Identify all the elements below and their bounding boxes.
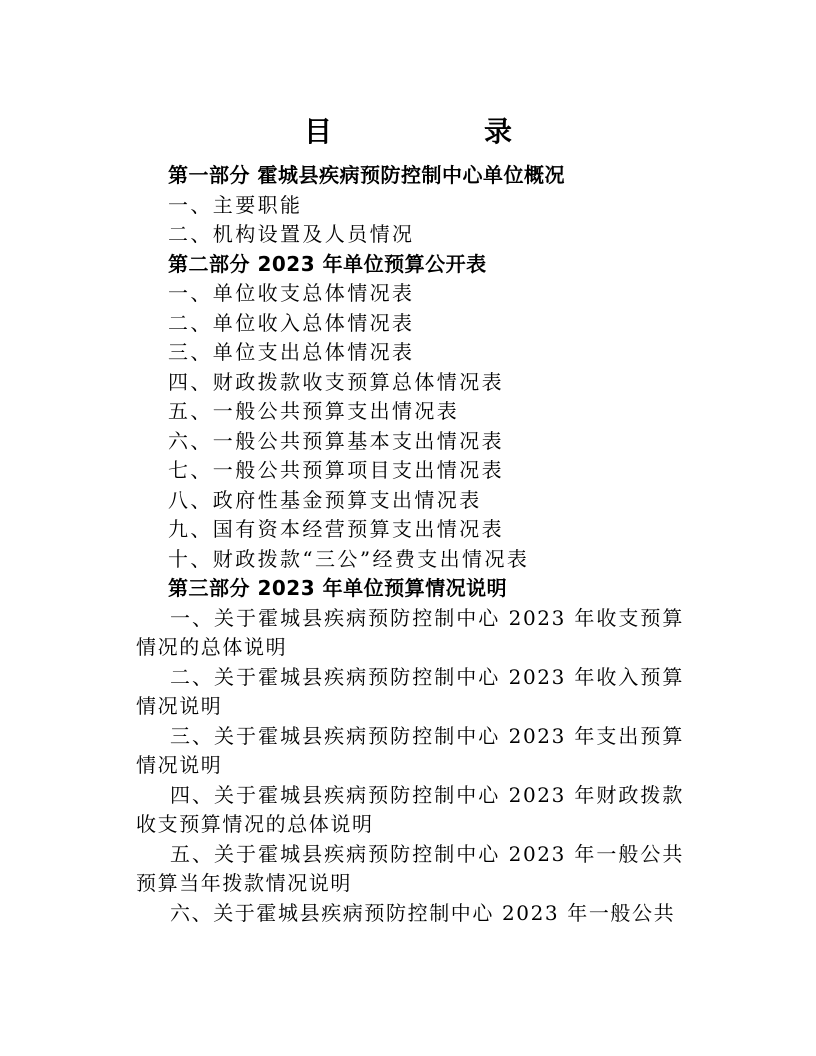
toc-title: 目 录 xyxy=(303,115,574,148)
toc-entry: 二、单位收入总体情况表 xyxy=(168,310,415,335)
toc-entry: 五、一般公共预算支出情况表 xyxy=(168,399,460,423)
toc-entry: 六、关于霍城县疾病预防控制中心 2023 年一般公共 xyxy=(170,900,676,925)
toc-entry: 二、机构设置及人员情况 xyxy=(168,222,415,246)
toc-entry: 十、财政拨款“三公”经费支出情况表 xyxy=(168,546,530,571)
toc-entry: 一、主要职能 xyxy=(168,192,303,217)
toc-entry: 七、一般公共预算项目支出情况表 xyxy=(168,458,504,482)
toc-entry: 六、一般公共预算基本支出情况表 xyxy=(168,428,504,453)
part2-heading: 第二部分 2023 年单位预算公开表 xyxy=(168,251,487,276)
toc-entry: 三、关于霍城县疾病预防控制中心 2023 年支出预算情况说明 xyxy=(136,723,684,777)
toc-entry: 一、关于霍城县疾病预防控制中心 2023 年收支预算情况的总体说明 xyxy=(136,605,684,659)
toc-entry: 二、关于霍城县疾病预防控制中心 2023 年收入预算情况说明 xyxy=(136,664,684,718)
toc-entry: 八、政府性基金预算支出情况表 xyxy=(168,487,482,512)
toc-entry: 四、关于霍城县疾病预防控制中心 2023 年财政拨款收支预算情况的总体说明 xyxy=(136,782,684,836)
part3-heading: 第三部分 2023 年单位预算情况说明 xyxy=(168,576,508,600)
toc-entry: 五、关于霍城县疾病预防控制中心 2023 年一般公共预算当年拨款情况说明 xyxy=(136,841,684,895)
toc-entry: 九、国有资本经营预算支出情况表 xyxy=(168,517,504,541)
toc-entry: 一、单位收支总体情况表 xyxy=(168,281,415,305)
part1-heading: 第一部分 霍城县疾病预防控制中心单位概况 xyxy=(168,163,565,187)
table-of-contents xyxy=(136,161,684,928)
toc-entry: 四、财政拨款收支预算总体情况表 xyxy=(168,369,504,394)
toc-entry: 三、单位支出总体情况表 xyxy=(168,340,415,364)
